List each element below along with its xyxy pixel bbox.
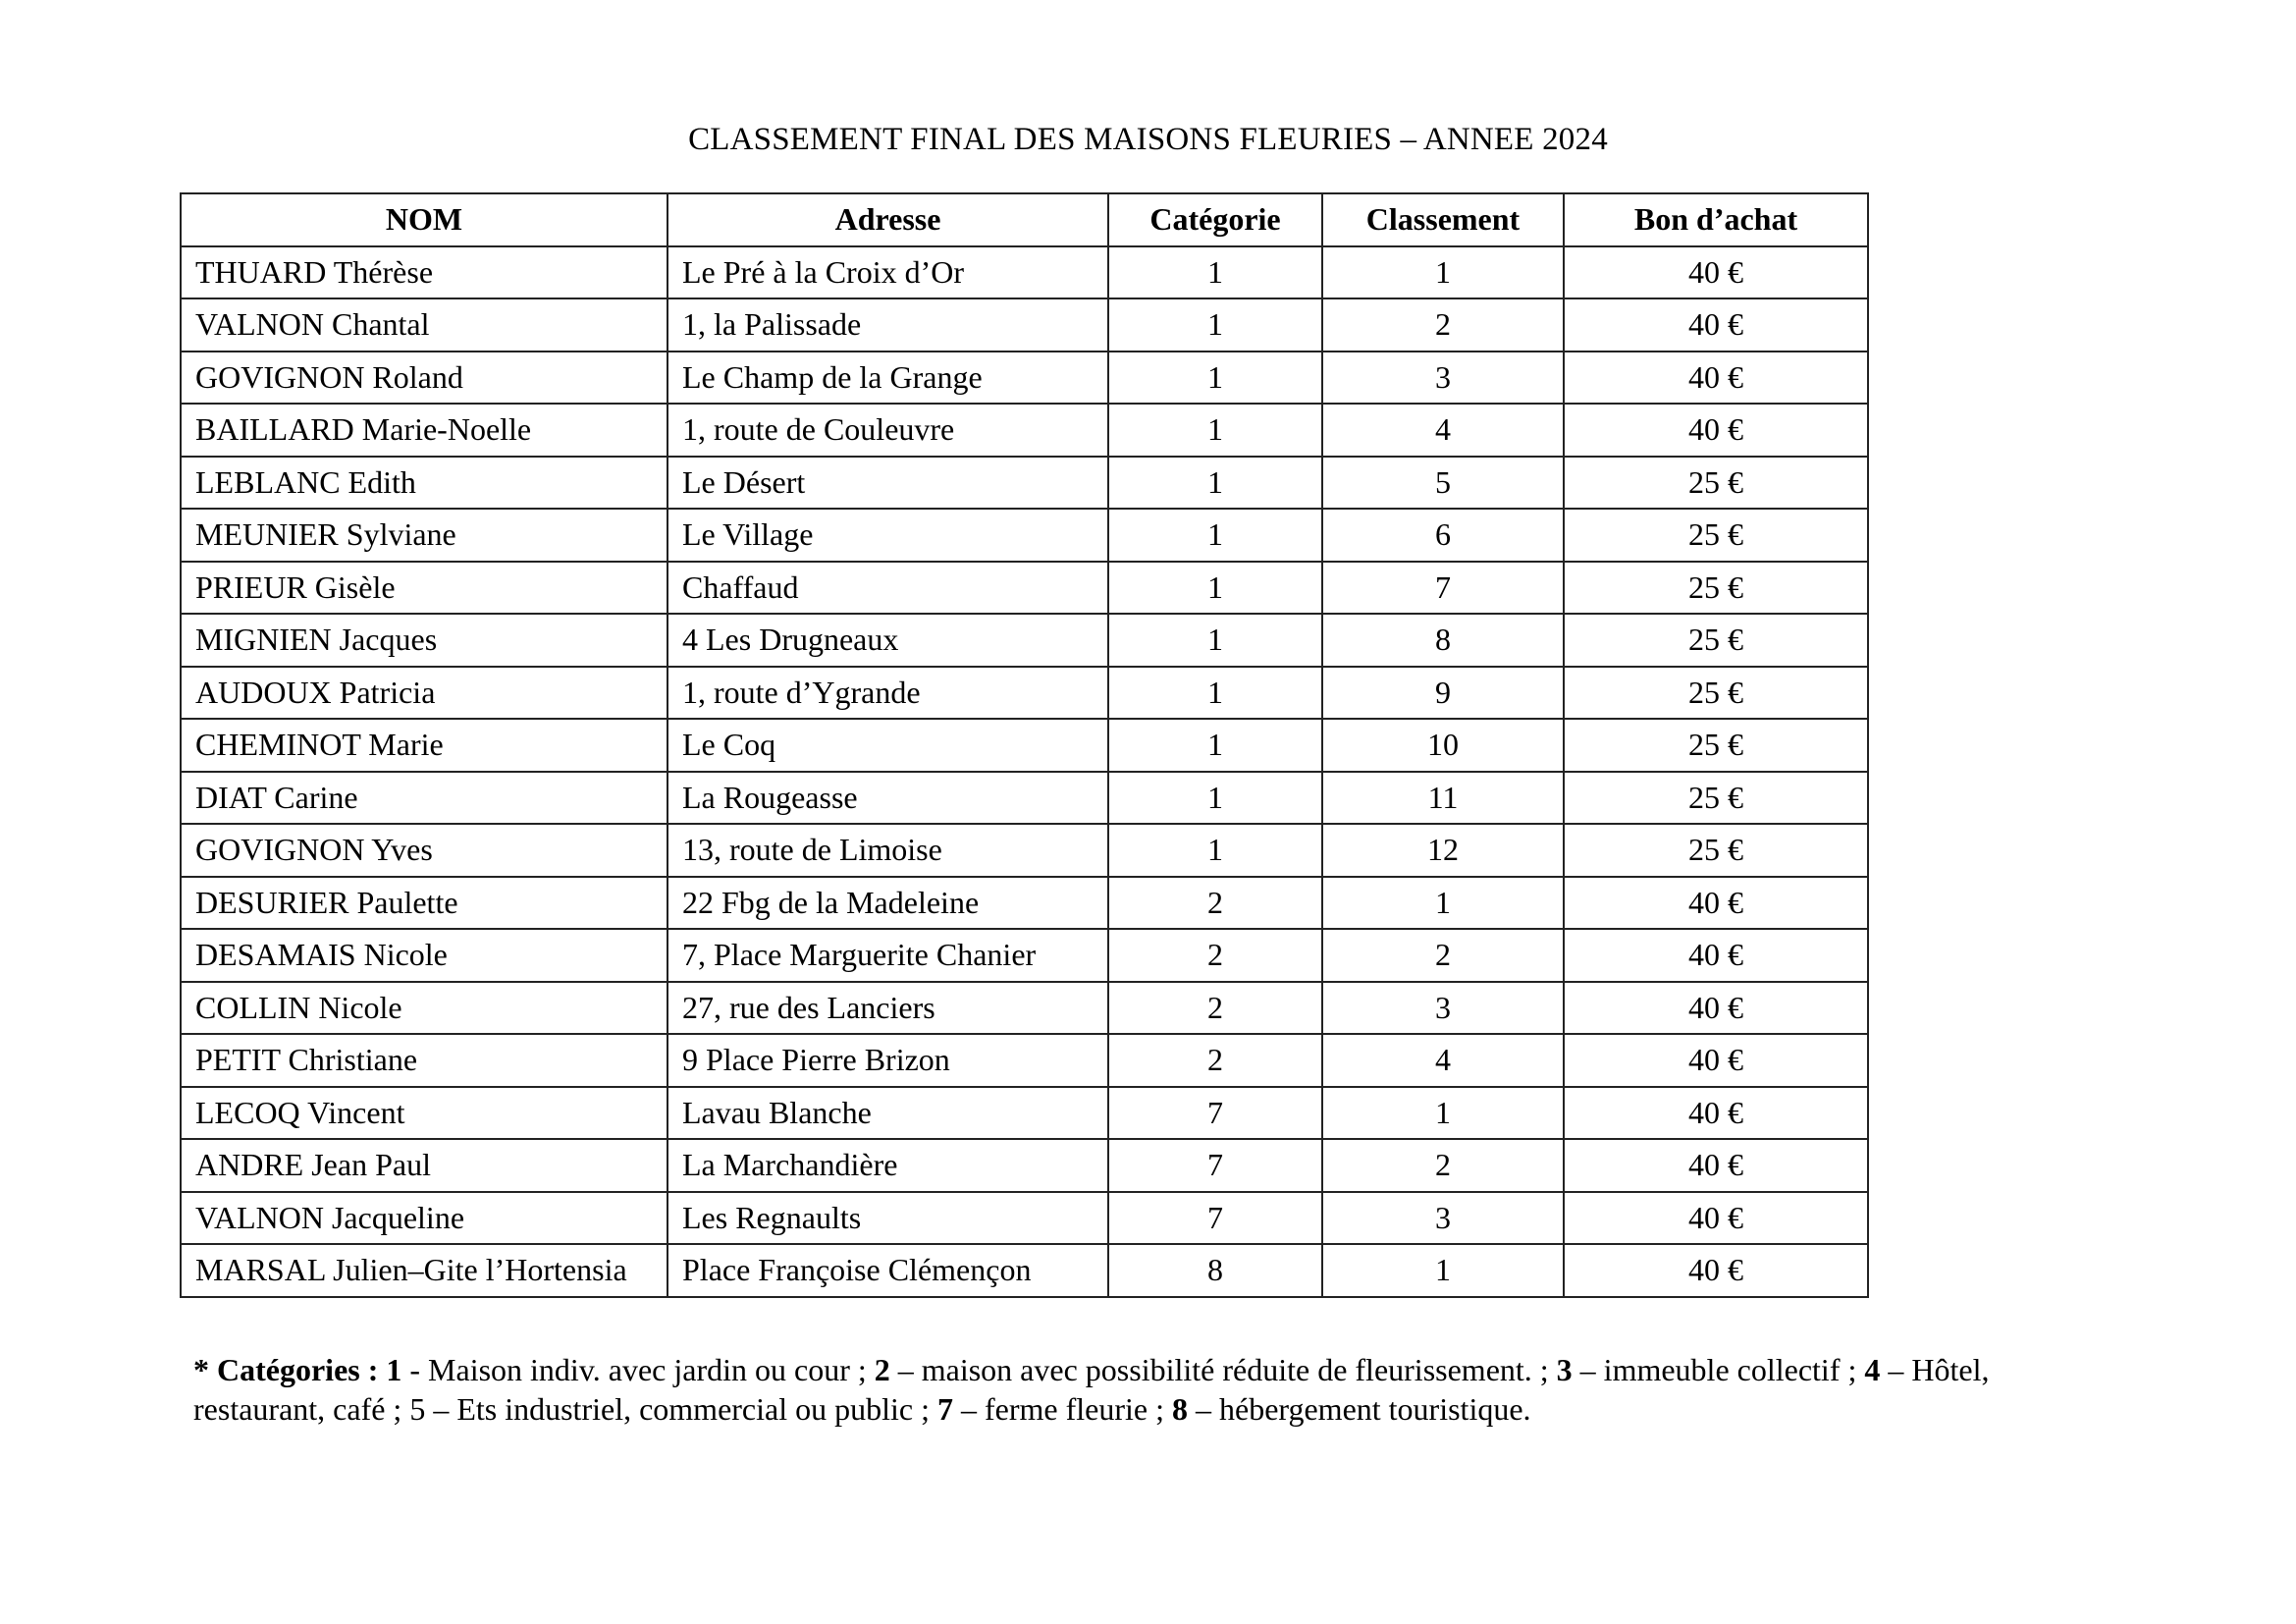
table-body — [181, 246, 1868, 1297]
cell-classement: 3 — [1322, 982, 1564, 1035]
cell-adresse: 1, la Palissade — [667, 298, 1108, 352]
cell-nom: DESAMAIS Nicole — [181, 929, 667, 982]
cell-adresse: Le Champ de la Grange — [667, 352, 1108, 405]
table-row — [181, 562, 1868, 615]
cell-bon-achat: 40 € — [1564, 298, 1868, 352]
cell-adresse: Place Françoise Clémençon — [667, 1244, 1108, 1297]
cell-categorie: 7 — [1108, 1139, 1322, 1192]
cell-nom: MEUNIER Sylviane — [181, 509, 667, 562]
cell-adresse: 27, rue des Lanciers — [667, 982, 1108, 1035]
header-categorie: Catégorie — [1108, 193, 1322, 246]
cell-classement: 12 — [1322, 824, 1564, 877]
footnote-text: – Hôtel, restaurant, café ; 5 – Ets industriel, commercial ou public ; — [193, 1352, 1990, 1427]
cell-nom: LECOQ Vincent — [181, 1087, 667, 1140]
cell-bon-achat: 40 € — [1564, 1192, 1868, 1245]
cell-adresse: La Marchandière — [667, 1139, 1108, 1192]
cell-nom: DIAT Carine — [181, 772, 667, 825]
cell-nom: COLLIN Nicole — [181, 982, 667, 1035]
table-row — [181, 1192, 1868, 1245]
cell-categorie: 1 — [1108, 457, 1322, 510]
cell-bon-achat: 40 € — [1564, 1034, 1868, 1087]
table-row — [181, 404, 1868, 457]
table-row — [181, 1034, 1868, 1087]
table-row — [181, 246, 1868, 299]
cell-classement: 5 — [1322, 457, 1564, 510]
cell-bon-achat: 25 € — [1564, 824, 1868, 877]
cell-adresse: Lavau Blanche — [667, 1087, 1108, 1140]
cell-bon-achat: 25 € — [1564, 509, 1868, 562]
table-row — [181, 457, 1868, 510]
cell-bon-achat: 40 € — [1564, 982, 1868, 1035]
cell-nom: VALNON Chantal — [181, 298, 667, 352]
cell-categorie: 1 — [1108, 824, 1322, 877]
cell-classement: 3 — [1322, 1192, 1564, 1245]
table-row — [181, 877, 1868, 930]
cell-nom: THUARD Thérèse — [181, 246, 667, 299]
table-row — [181, 298, 1868, 352]
cell-nom: AUDOUX Patricia — [181, 667, 667, 720]
cell-classement: 7 — [1322, 562, 1564, 615]
cell-adresse: 7, Place Marguerite Chanier — [667, 929, 1108, 982]
cell-classement: 2 — [1322, 929, 1564, 982]
footnote-text: – ferme fleurie ; — [952, 1391, 1172, 1427]
cell-categorie: 2 — [1108, 877, 1322, 930]
cell-adresse: La Rougeasse — [667, 772, 1108, 825]
cell-classement: 1 — [1322, 1244, 1564, 1297]
cell-categorie: 2 — [1108, 929, 1322, 982]
header-classement: Classement — [1322, 193, 1564, 246]
cell-adresse: 9 Place Pierre Brizon — [667, 1034, 1108, 1087]
cell-categorie: 1 — [1108, 352, 1322, 405]
cell-adresse: 1, route de Couleuvre — [667, 404, 1108, 457]
cell-classement: 8 — [1322, 614, 1564, 667]
cell-bon-achat: 25 € — [1564, 719, 1868, 772]
cell-nom: PETIT Christiane — [181, 1034, 667, 1087]
cell-categorie: 1 — [1108, 562, 1322, 615]
cell-adresse: 1, route d’Ygrande — [667, 667, 1108, 720]
cell-classement: 1 — [1322, 877, 1564, 930]
footnote-num: 1 — [386, 1352, 402, 1387]
cell-categorie: 1 — [1108, 614, 1322, 667]
cell-nom: ANDRE Jean Paul — [181, 1139, 667, 1192]
ranking-table — [180, 192, 1869, 1298]
cell-adresse: Les Regnaults — [667, 1192, 1108, 1245]
cell-categorie: 1 — [1108, 404, 1322, 457]
cell-categorie: 2 — [1108, 982, 1322, 1035]
table-row — [181, 614, 1868, 667]
cell-categorie: 1 — [1108, 246, 1322, 299]
cell-bon-achat: 40 € — [1564, 929, 1868, 982]
cell-nom: MIGNIEN Jacques — [181, 614, 667, 667]
cell-nom: LEBLANC Edith — [181, 457, 667, 510]
cell-adresse: 22 Fbg de la Madeleine — [667, 877, 1108, 930]
footnote-num: 3 — [1556, 1352, 1573, 1387]
table-row — [181, 509, 1868, 562]
table-header-row — [181, 193, 1868, 246]
cell-adresse: Chaffaud — [667, 562, 1108, 615]
cell-classement: 1 — [1322, 246, 1564, 299]
cell-nom: GOVIGNON Yves — [181, 824, 667, 877]
header-nom: NOM — [181, 193, 667, 246]
table-row — [181, 929, 1868, 982]
cell-categorie: 7 — [1108, 1192, 1322, 1245]
cell-categorie: 1 — [1108, 772, 1322, 825]
cell-nom: VALNON Jacqueline — [181, 1192, 667, 1245]
cell-adresse: Le Pré à la Croix d’Or — [667, 246, 1108, 299]
table-row — [181, 824, 1868, 877]
header-bon-achat: Bon d’achat — [1564, 193, 1868, 246]
cell-bon-achat: 40 € — [1564, 246, 1868, 299]
footnote-text: – hébergement touristique. — [1187, 1391, 1531, 1427]
cell-categorie: 1 — [1108, 719, 1322, 772]
cell-bon-achat: 25 € — [1564, 614, 1868, 667]
footnote-num: 8 — [1171, 1391, 1188, 1427]
cell-bon-achat: 40 € — [1564, 1139, 1868, 1192]
footnote-num: 4 — [1864, 1352, 1881, 1387]
table-row — [181, 1139, 1868, 1192]
cell-adresse: Le Désert — [667, 457, 1108, 510]
table-row — [181, 772, 1868, 825]
footnote-num: 2 — [874, 1352, 890, 1387]
table-row — [181, 667, 1868, 720]
cell-classement: 3 — [1322, 352, 1564, 405]
cell-adresse: Le Village — [667, 509, 1108, 562]
cell-categorie: 7 — [1108, 1087, 1322, 1140]
footnote-num: 7 — [936, 1391, 953, 1427]
cell-nom: PRIEUR Gisèle — [181, 562, 667, 615]
cell-bon-achat: 40 € — [1564, 352, 1868, 405]
cell-adresse: 4 Les Drugneaux — [667, 614, 1108, 667]
cell-classement: 4 — [1322, 404, 1564, 457]
cell-categorie: 1 — [1108, 298, 1322, 352]
cell-categorie: 1 — [1108, 509, 1322, 562]
cell-nom: GOVIGNON Roland — [181, 352, 667, 405]
cell-adresse: 13, route de Limoise — [667, 824, 1108, 877]
categories-footnote — [193, 1350, 2117, 1429]
cell-bon-achat: 40 € — [1564, 1087, 1868, 1140]
cell-classement: 9 — [1322, 667, 1564, 720]
cell-bon-achat: 25 € — [1564, 457, 1868, 510]
cell-bon-achat: 25 € — [1564, 667, 1868, 720]
cell-classement: 10 — [1322, 719, 1564, 772]
cell-bon-achat: 40 € — [1564, 1244, 1868, 1297]
cell-classement: 6 — [1322, 509, 1564, 562]
cell-categorie: 2 — [1108, 1034, 1322, 1087]
footnote-text: – immeuble collectif ; — [1572, 1352, 1865, 1387]
footnote-text: - Maison indiv. avec jardin ou cour ; — [401, 1352, 875, 1387]
cell-nom: DESURIER Paulette — [181, 877, 667, 930]
cell-classement: 4 — [1322, 1034, 1564, 1087]
page-title: CLASSEMENT FINAL DES MAISONS FLEURIES – ANNEE 2024 — [688, 122, 1608, 157]
cell-categorie: 8 — [1108, 1244, 1322, 1297]
cell-categorie: 1 — [1108, 667, 1322, 720]
cell-classement: 11 — [1322, 772, 1564, 825]
cell-bon-achat: 25 € — [1564, 562, 1868, 615]
cell-bon-achat: 40 € — [1564, 877, 1868, 930]
table-row — [181, 352, 1868, 405]
cell-nom: BAILLARD Marie-Noelle — [181, 404, 667, 457]
cell-nom: MARSAL Julien–Gite l’Hortensia — [181, 1244, 667, 1297]
cell-bon-achat: 25 € — [1564, 772, 1868, 825]
footnote-label: * Catégories : — [193, 1352, 379, 1387]
table-row — [181, 1244, 1868, 1297]
table-row — [181, 982, 1868, 1035]
table-row — [181, 719, 1868, 772]
cell-nom: CHEMINOT Marie — [181, 719, 667, 772]
header-adresse: Adresse — [667, 193, 1108, 246]
table-row — [181, 1087, 1868, 1140]
cell-classement: 2 — [1322, 298, 1564, 352]
cell-adresse: Le Coq — [667, 719, 1108, 772]
cell-bon-achat: 40 € — [1564, 404, 1868, 457]
cell-classement: 1 — [1322, 1087, 1564, 1140]
cell-classement: 2 — [1322, 1139, 1564, 1192]
footnote-text: – maison avec possibilité réduite de fleurissement. ; — [889, 1352, 1557, 1387]
